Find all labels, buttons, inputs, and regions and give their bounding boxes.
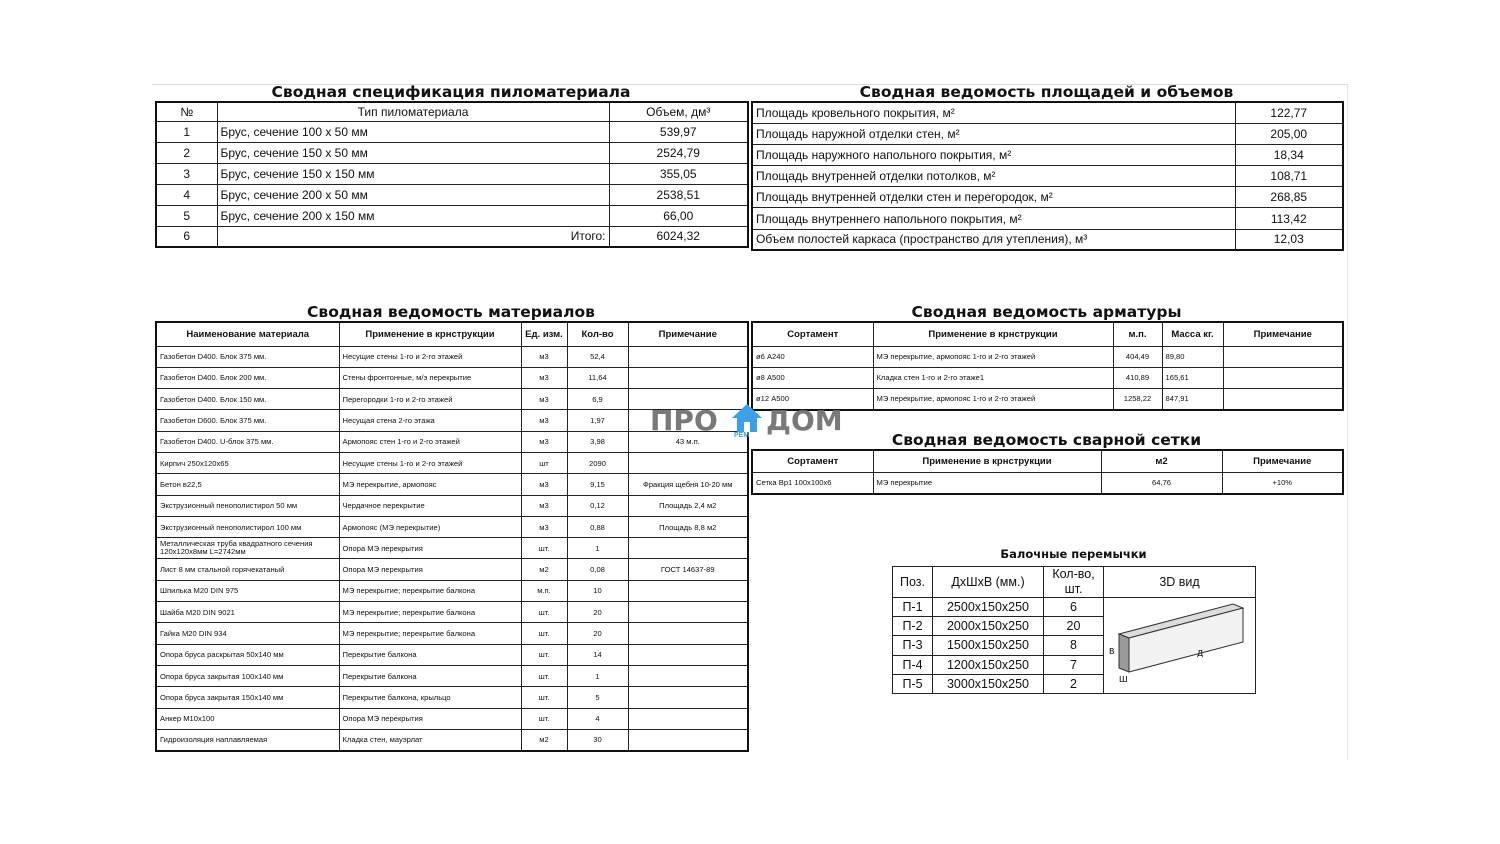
lintel-dimensions: 3000х150х250 — [933, 674, 1044, 693]
material-quantity: 4 — [567, 708, 628, 729]
table-row — [156, 729, 748, 750]
material-note: Фракция щебня 10-20 мм — [628, 474, 748, 495]
material-name: Гайка М20 DIN 934 — [156, 623, 339, 644]
lumber-volume: 2538,51 — [609, 184, 748, 205]
lumber-volume: 355,05 — [609, 163, 748, 184]
material-quantity: 3,98 — [567, 431, 628, 452]
table-row — [752, 208, 1343, 229]
material-unit: м3 — [521, 367, 567, 388]
material-application: Опора МЭ перекрытия — [339, 708, 521, 729]
rebar-mass: 89,80 — [1162, 346, 1223, 367]
rebar-mass: 847,91 — [1162, 388, 1223, 409]
material-quantity: 10 — [567, 580, 628, 601]
material-name: Опора бруса раскрытая 50х140 мм — [156, 644, 339, 665]
rebar-running-meters: 1258,22 — [1113, 388, 1162, 409]
material-unit: шт. — [521, 602, 567, 623]
area-value: 113,42 — [1235, 208, 1343, 229]
watermark-logo — [650, 402, 850, 442]
material-name: Опора бруса закрытая 150х140 мм — [156, 687, 339, 708]
material-name: Газобетон D400. U-блок 375 мм. — [156, 431, 339, 452]
material-note — [628, 580, 748, 601]
table-row — [156, 644, 748, 665]
lumber-spec-title: Сводная спецификация пиломатериала — [271, 83, 631, 101]
material-application: Опора МЭ перекрытия — [339, 559, 521, 580]
material-note — [628, 708, 748, 729]
watermark-subtext: РЕМ — [734, 432, 750, 439]
table-row — [156, 687, 748, 708]
col-header-sortament: Сортамент — [752, 450, 873, 472]
beam-3d-icon — [1105, 598, 1255, 690]
col-header-area: м2 — [1101, 450, 1222, 472]
beam-length-label: Д — [1196, 649, 1203, 658]
col-header-note: Примечание — [1223, 322, 1343, 346]
lintel-quantity: 20 — [1044, 617, 1104, 636]
material-name: Шайба М20 DIN 9021 — [156, 602, 339, 623]
material-quantity: 0,12 — [567, 495, 628, 516]
row-number: 3 — [156, 163, 217, 184]
table-row — [156, 184, 748, 205]
lumber-type: Брус, сечение 150 х 150 мм — [217, 163, 609, 184]
watermark-text-left: ПРО — [650, 404, 718, 437]
material-note — [628, 623, 748, 644]
rebar-title: Сводная ведомость арматуры — [911, 303, 1182, 321]
material-application: МЭ перекрытие; перекрытие балкона — [339, 623, 521, 644]
table-row — [156, 559, 748, 580]
col-header-mass: Масса кг. — [1162, 322, 1223, 346]
material-unit: м2 — [521, 559, 567, 580]
material-quantity: 1 — [567, 538, 628, 559]
material-name: Опора бруса закрытая 100х140 мм — [156, 665, 339, 686]
material-name: Шпилька М20 DIN 975 — [156, 580, 339, 601]
material-name: Экструзионный пенополистирол 50 мм — [156, 495, 339, 516]
lintels-table — [892, 566, 1256, 694]
material-quantity: 20 — [567, 623, 628, 644]
material-unit: шт. — [521, 538, 567, 559]
table-row — [752, 187, 1343, 208]
material-note: Площадь 8,8 м2 — [628, 516, 748, 537]
material-unit: м3 — [521, 495, 567, 516]
col-header-sortament: Сортамент — [752, 322, 873, 346]
rebar-table — [751, 321, 1344, 411]
mesh-note: +10% — [1222, 472, 1343, 494]
lumber-volume: 2524,79 — [609, 142, 748, 163]
area-value: 122,77 — [1235, 102, 1343, 123]
area-value: 108,71 — [1235, 166, 1343, 187]
table-row — [156, 708, 748, 729]
material-application: Армопояс (МЭ перекрытие) — [339, 516, 521, 537]
lumber-spec-section — [155, 83, 747, 248]
area-label: Площадь внутренней отделки стен и перегородок, м² — [752, 187, 1235, 208]
material-quantity: 2090 — [567, 452, 628, 473]
area-value: 12,03 — [1235, 229, 1343, 250]
material-note — [628, 602, 748, 623]
material-name: Экструзионный пенополистирол 100 мм — [156, 516, 339, 537]
table-header-row — [752, 450, 1343, 472]
lintel-dimensions: 2000х150х250 — [933, 617, 1044, 636]
material-unit: шт. — [521, 687, 567, 708]
material-unit: шт. — [521, 623, 567, 644]
material-application: Перегородки 1-го и 2-го этажей — [339, 389, 521, 410]
material-quantity: 11,64 — [567, 367, 628, 388]
lumber-volume: 66,00 — [609, 205, 748, 226]
table-header-row — [156, 102, 748, 121]
material-application: МЭ перекрытие; перекрытие балкона — [339, 602, 521, 623]
rebar-running-meters: 404,49 — [1113, 346, 1162, 367]
material-unit: м3 — [521, 346, 567, 367]
material-name: Газобетон D400. Блок 150 мм. — [156, 389, 339, 410]
table-row — [752, 166, 1343, 187]
table-row — [156, 452, 748, 473]
table-row — [752, 123, 1343, 144]
table-row — [156, 163, 748, 184]
table-row — [752, 144, 1343, 165]
material-note — [628, 665, 748, 686]
material-application: Армопояс стен 1-го и 2-го этажей — [339, 431, 521, 452]
lintel-3d-view — [1104, 598, 1256, 694]
col-header-position: Поз. — [893, 567, 933, 598]
material-unit: шт. — [521, 644, 567, 665]
material-quantity: 6,9 — [567, 389, 628, 410]
table-row — [156, 580, 748, 601]
material-quantity: 5 — [567, 687, 628, 708]
col-header-application: Применение в крнструкции — [873, 450, 1101, 472]
lintel-quantity: 6 — [1044, 598, 1104, 617]
table-row — [156, 205, 748, 226]
beam-width-label: Ш — [1118, 675, 1128, 684]
watermark-text-right: ДОМ — [766, 404, 843, 437]
material-quantity: 52,4 — [567, 346, 628, 367]
rebar-application: МЭ перекрытие, армопояс 1-го и 2-го этажей — [873, 346, 1113, 367]
col-header-material: Наименование материала — [156, 322, 339, 346]
area-value: 18,34 — [1235, 144, 1343, 165]
material-application: Опора МЭ перекрытия — [339, 538, 521, 559]
material-application: Стены фронтонные, м/э перекрытие — [339, 367, 521, 388]
area-label: Объем полостей каркаса (пространство для утепления), м³ — [752, 229, 1235, 250]
rebar-section — [751, 303, 1342, 411]
material-application: Перекрытие балкона, крыльцо — [339, 687, 521, 708]
table-row — [893, 598, 1256, 617]
areas-title: Сводная ведомость площадей и объемов — [859, 83, 1234, 101]
table-row — [156, 495, 748, 516]
col-header-quantity: Кол-во — [567, 322, 628, 346]
col-header-quantity: Кол-во, шт. — [1044, 567, 1104, 598]
table-row — [156, 367, 748, 388]
table-header-row — [893, 567, 1256, 598]
material-note — [628, 687, 748, 708]
table-row — [752, 346, 1343, 367]
material-application: Несущая стена 2-го этажа — [339, 410, 521, 431]
rebar-application: Кладка стен 1-го и 2-го этаже1 — [873, 367, 1113, 388]
col-header-application: Применение в крнструкции — [339, 322, 521, 346]
rebar-running-meters: 410,89 — [1113, 367, 1162, 388]
total-volume: 6024,32 — [609, 226, 748, 247]
material-note — [628, 346, 748, 367]
table-row — [156, 346, 748, 367]
material-application: МЭ перекрытие, армопояс — [339, 474, 521, 495]
lintel-dimensions: 2500х150х250 — [933, 598, 1044, 617]
material-note — [628, 644, 748, 665]
lintel-dimensions: 1200х150х250 — [933, 655, 1044, 674]
lintel-position: П-4 — [893, 655, 933, 674]
material-unit: м3 — [521, 389, 567, 410]
material-quantity: 9,15 — [567, 474, 628, 495]
area-value: 268,85 — [1235, 187, 1343, 208]
row-number: 6 — [156, 226, 217, 247]
lintel-quantity: 2 — [1044, 674, 1104, 693]
row-number: 2 — [156, 142, 217, 163]
lintel-position: П-5 — [893, 674, 933, 693]
material-name: Кирпич 250х120х65 — [156, 452, 339, 473]
material-note: ГОСТ 14637-89 — [628, 559, 748, 580]
area-label: Площадь наружной отделки стен, м² — [752, 123, 1235, 144]
table-row — [752, 472, 1343, 494]
col-header-note: Примечание — [628, 322, 748, 346]
materials-section — [155, 303, 750, 752]
material-quantity: 0,08 — [567, 559, 628, 580]
mesh-table — [751, 449, 1344, 495]
material-note — [628, 367, 748, 388]
material-name: Гидроизоляция наплавляемая — [156, 729, 339, 750]
area-value: 205,00 — [1235, 123, 1343, 144]
material-unit: шт. — [521, 665, 567, 686]
table-total-row — [156, 226, 748, 247]
material-note — [628, 729, 748, 750]
col-header-application: Применение в крнструкции — [873, 322, 1113, 346]
material-unit: шт. — [521, 708, 567, 729]
row-number: 5 — [156, 205, 217, 226]
col-header-type: Тип пиломатериала — [217, 102, 609, 121]
rebar-note — [1223, 388, 1343, 409]
areas-table — [751, 101, 1344, 251]
material-name: Лист 8 мм стальной горячекатаный — [156, 559, 339, 580]
material-unit: м3 — [521, 410, 567, 431]
table-row — [156, 516, 748, 537]
lumber-type: Брус, сечение 100 х 50 мм — [217, 121, 609, 142]
table-row — [156, 623, 748, 644]
material-note: 43 м.п. — [628, 431, 748, 452]
col-header-3d-view: 3D вид — [1104, 567, 1256, 598]
lintel-position: П-2 — [893, 617, 933, 636]
mesh-application: МЭ перекрытие — [873, 472, 1101, 494]
rebar-mass: 165,61 — [1162, 367, 1223, 388]
beam-height-label: В — [1108, 647, 1114, 656]
col-header-running-meters: м.п. — [1113, 322, 1162, 346]
material-name: Газобетон D600. Блок 375 мм. — [156, 410, 339, 431]
material-unit: м2 — [521, 729, 567, 750]
mesh-title: Сводная ведомость сварной сетки — [891, 431, 1202, 449]
material-name: Бетон в22,5 — [156, 474, 339, 495]
table-row — [156, 665, 748, 686]
material-application: Перекрытие балкона — [339, 644, 521, 665]
area-label: Площадь внутреннего напольного покрытия, м² — [752, 208, 1235, 229]
area-label: Площадь кровельного покрытия, м² — [752, 102, 1235, 123]
table-row — [156, 602, 748, 623]
material-quantity: 0,88 — [567, 516, 628, 537]
lintel-quantity: 8 — [1044, 636, 1104, 655]
col-header-unit: Ед. изм. — [521, 322, 567, 346]
materials-title: Сводная ведомость материалов — [307, 303, 595, 321]
table-row — [156, 142, 748, 163]
lumber-type: Брус, сечение 150 х 50 мм — [217, 142, 609, 163]
lintel-dimensions: 1500х150х250 — [933, 636, 1044, 655]
table-row — [752, 229, 1343, 250]
material-application: Кладка стен, мауэрлат — [339, 729, 521, 750]
rebar-sortament: ø12 А500 — [752, 388, 873, 409]
material-quantity: 1,97 — [567, 410, 628, 431]
areas-section — [751, 83, 1342, 251]
material-unit: м.п. — [521, 580, 567, 601]
table-header-row — [752, 322, 1343, 346]
table-row — [752, 367, 1343, 388]
table-row — [156, 121, 748, 142]
material-unit: м3 — [521, 516, 567, 537]
rebar-note — [1223, 346, 1343, 367]
table-row — [156, 474, 748, 495]
lumber-type: Брус, сечение 200 х 50 мм — [217, 184, 609, 205]
col-header-number: № — [156, 102, 217, 121]
material-note: Площадь 2,4 м2 — [628, 495, 748, 516]
material-name: Газобетон D400. Блок 200 мм. — [156, 367, 339, 388]
lintels-title: Балочные перемычки — [1000, 547, 1147, 561]
material-quantity: 14 — [567, 644, 628, 665]
row-number: 4 — [156, 184, 217, 205]
table-header-row — [156, 322, 748, 346]
lintels-section — [892, 545, 1255, 694]
material-unit: м3 — [521, 474, 567, 495]
table-row — [752, 102, 1343, 123]
col-header-volume: Объем, дм³ — [609, 102, 748, 121]
rebar-application: МЭ перекрытие, армопояс 1-го и 2-го этажей — [873, 388, 1113, 409]
lumber-volume: 539,97 — [609, 121, 748, 142]
material-note — [628, 538, 748, 559]
material-note — [628, 452, 748, 473]
material-name: Газобетон D400. Блок 375 мм. — [156, 346, 339, 367]
lintel-position: П-1 — [893, 598, 933, 617]
material-name: Металлическая труба квадратного сечения 120х120х8мм L=2742мм — [156, 538, 339, 559]
lintel-quantity: 7 — [1044, 655, 1104, 674]
material-quantity: 1 — [567, 665, 628, 686]
material-quantity: 20 — [567, 602, 628, 623]
total-label: Итого: — [217, 226, 609, 247]
material-unit: м3 — [521, 431, 567, 452]
material-application: Перекрытие балкона — [339, 665, 521, 686]
table-row — [156, 538, 748, 559]
rebar-sortament: ø8 А500 — [752, 367, 873, 388]
rebar-sortament: ø6 А240 — [752, 346, 873, 367]
material-application: Несущие стены 1-го и 2-го этажей — [339, 452, 521, 473]
lintel-position: П-3 — [893, 636, 933, 655]
col-header-note: Примечание — [1222, 450, 1343, 472]
lumber-type: Брус, сечение 200 х 150 мм — [217, 205, 609, 226]
area-label: Площадь наружного напольного покрытия, м² — [752, 144, 1235, 165]
col-header-dimensions: ДхШхВ (мм.) — [933, 567, 1044, 598]
material-application: Несущие стены 1-го и 2-го этажей — [339, 346, 521, 367]
materials-table — [155, 321, 749, 752]
material-name: Анкер М10х100 — [156, 708, 339, 729]
area-label: Площадь внутренней отделки потолков, м² — [752, 166, 1235, 187]
mesh-sortament: Сетка Вр1 100х100х6 — [752, 472, 873, 494]
material-quantity: 30 — [567, 729, 628, 750]
material-application: Чердачное перекрытие — [339, 495, 521, 516]
material-application: МЭ перекрытие; перекрытие балкона — [339, 580, 521, 601]
material-unit: шт — [521, 452, 567, 473]
row-number: 1 — [156, 121, 217, 142]
lumber-spec-table — [155, 101, 749, 248]
rebar-note — [1223, 367, 1343, 388]
mesh-area: 64,76 — [1101, 472, 1222, 494]
